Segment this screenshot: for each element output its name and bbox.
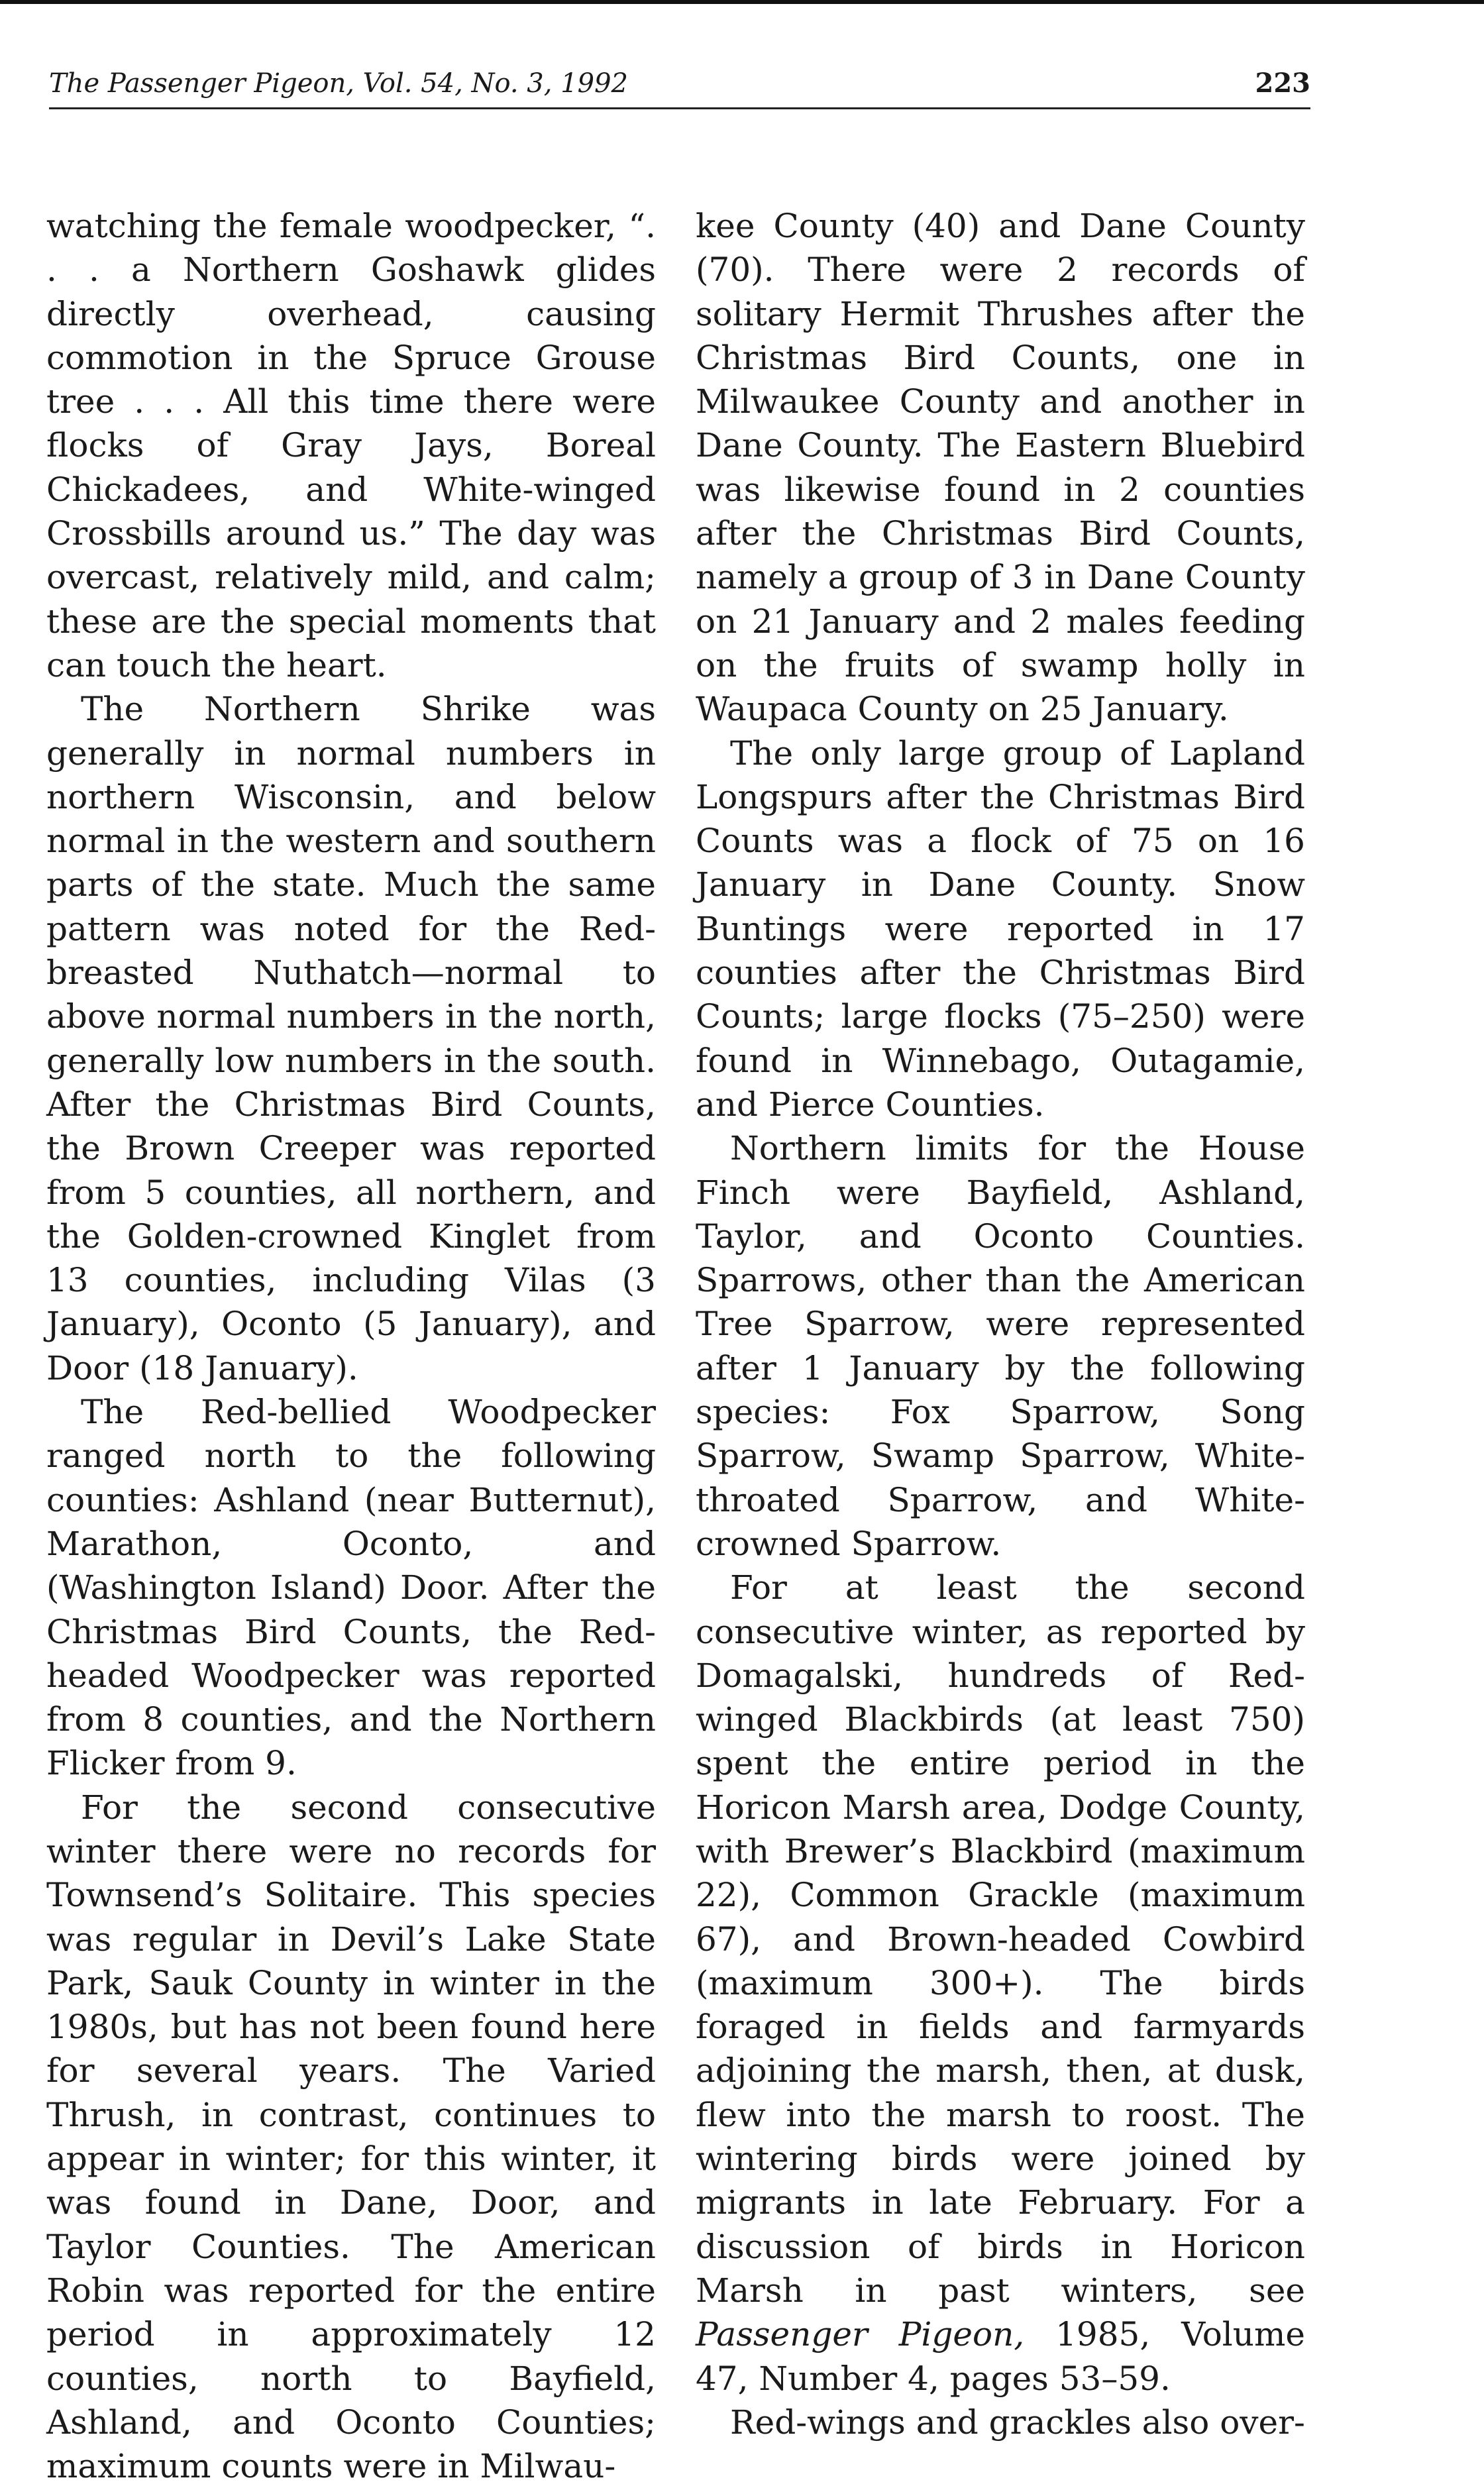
- paragraph: Red-wings and grackles also over-: [730, 2403, 1305, 2442]
- paragraph: The Red-bellied Woodpecker ranged north to the following counties: Ashland (near Butternut), Marathon, Oconto, and (Washington Island) Door. After the Christmas Bird Counts, the Red-headed Woodpecker was reported from 8 counties, and the Northern Flicker from 9.: [46, 1393, 656, 1783]
- right-column: [696, 204, 1305, 2444]
- paragraph: watching the female woodpecker, “. . . a Northern Goshawk glides directly overhead, causing commotion in the Spruce Grouse tree . . . All this time there were flocks of Gray Jays, Boreal Chickadees, and White-winged Crossbills around us.” The day was overcast, relatively mild, and calm; these are the special moments that can touch the heart.: [46, 207, 656, 684]
- paragraph: The only large group of Lapland Longspurs after the Christmas Bird Counts was a flock of 75 on 16 January in Dane County. Snow Buntings were reported in 17 counties after the Christmas Bird Counts; large flocks (75–250) were found in Winnebago, Outagamie, and Pierce Counties.: [696, 733, 1305, 1124]
- paragraph: [696, 1566, 1305, 2401]
- journal-citation: Passenger Pigeon,: [696, 2315, 1025, 2354]
- running-head: [49, 65, 1310, 105]
- page-number: 223: [1255, 68, 1310, 99]
- paragraph-text: For at least the second consecutive winter, as reported by Domagalski, hundreds of Red-winged Blackbirds (at least 750) spent the entire period in the Horicon Marsh area, Dodge County, with Brewer’s Blackbird (maximum 22), Common Grackle (maximum 67), and Brown-headed Cowbird (maximum 300+). The birds foraged in fields and farmyards adjoining the marsh, then, at dusk, flew into the marsh to roost. The wintering birds were joined by migrants in late February. For a discussion of birds in Horicon Marsh in past winters, see: [696, 1568, 1305, 2310]
- paragraph: For the second consecutive winter there were no records for Townsend’s Solitaire. This species was regular in Devil’s Lake State Park, Sauk County in winter in the 1980s, but has not been found here for several years. The Varied Thrush, in contrast, continues to appear in winter; for this winter, it was found in Dane, Door, and Taylor Counties. The American Robin was reported for the entire period in approximately 12 counties, north to Bayfield, Ashland, and Oconto Counties; maximum counts were in Milwau-: [46, 1788, 656, 2486]
- top-border-rule: [0, 0, 1484, 4]
- left-column: [46, 204, 656, 2488]
- header-rule: [49, 107, 1310, 109]
- paragraph: kee County (40) and Dane County (70). There were 2 records of solitary Hermit Thrushes after the Christmas Bird Counts, one in Milwaukee County and another in Dane County. The Eastern Bluebird was likewise found in 2 counties after the Christmas Bird Counts, namely a group of 3 in Dane County on 21 January and 2 males feeding on the fruits of swamp holly in Waupaca County on 25 January.: [696, 207, 1305, 729]
- paragraph: Northern limits for the House Finch were Bayfield, Ashland, Taylor, and Oconto Counties. Sparrows, other than the American Tree Sparrow, were represented after 1 January by the following species: Fox Sparrow, Song Sparrow, Swamp Sparrow, White-throated Sparrow, and White-crowned Sparrow.: [696, 1129, 1305, 1563]
- paragraph: The Northern Shrike was generally in normal numbers in northern Wisconsin, and below normal in the western and southern parts of the state. Much the same pattern was noted for the Red-breasted Nuthatch—normal to above normal numbers in the north, generally low numbers in the south. After the Christmas Bird Counts, the Brown Creeper was reported from 5 counties, all northern, and the Golden-crowned Kinglet from 13 counties, including Vilas (3 January), Oconto (5 January), and Door (18 January).: [46, 690, 656, 1387]
- paragraph-text: 1985, Volume 47, Number 4, pages 53–59.: [696, 2315, 1305, 2398]
- journal-title: The Passenger Pigeon, Vol. 54, No. 3, 1992: [49, 68, 628, 99]
